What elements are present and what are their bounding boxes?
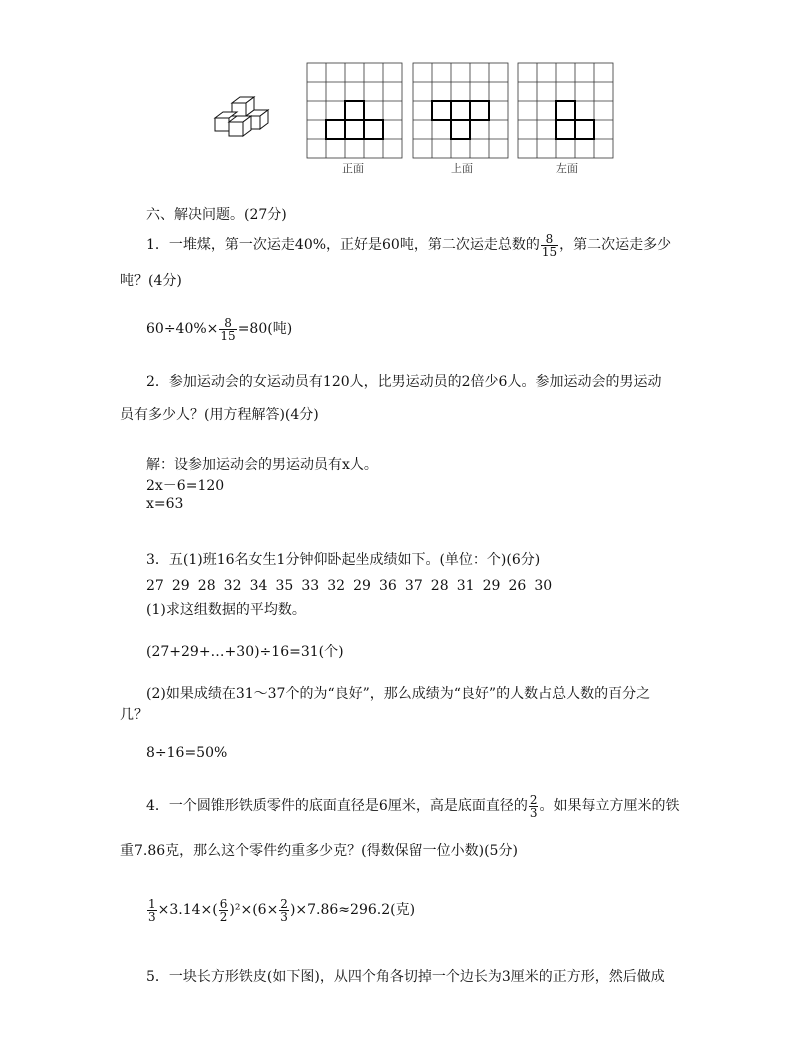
- q3-answer2: 8÷16=50%: [146, 745, 228, 761]
- q3-answer1: (27+29+…+30)÷16=31(个): [146, 644, 344, 660]
- q4-line2: 重7.86克，那么这个零件约重多少克？(得数保留一位小数)(5分): [120, 843, 518, 859]
- q4-answer: $\frac{1}{3}$ ×3.14×( $\frac{6}{2}$ )²×(6× $\frac{2}{3}$ )×7.86≈296.2(克): [148, 896, 416, 924]
- q1-text-b: ，第二次运走多少: [559, 237, 672, 253]
- q1-fraction: $\frac{8}{15}$: [541, 231, 558, 259]
- q5-line1: 5．一块长方形铁皮(如下图)，从四个角各切掉一个边长为3厘米的正方形，然后做成: [146, 969, 665, 985]
- q2-answer-line3: x=63: [146, 496, 184, 512]
- q3-sub2-line1: (2)如果成绩在31～37个的为“良好”，那么成绩为“良好”的人数占总人数的百分之: [146, 686, 651, 702]
- q3-scores: 27 29 28 32 34 35 33 32 29 36 37 28 31 29 26 30: [146, 578, 553, 594]
- top-view-label: 上面: [451, 162, 473, 175]
- q2-answer-line1: 解：设参加运动会的男运动员有x人。: [146, 457, 378, 473]
- left-view-label: 左面: [556, 162, 578, 175]
- section-title: 六、解决问题。(27分): [146, 207, 287, 223]
- q3-sub1: (1)求这组数据的平均数。: [146, 602, 306, 618]
- q3-sub2-line2: 几？: [120, 707, 148, 723]
- q2-line2: 员有多少人？(用方程解答)(4分): [120, 407, 319, 423]
- front-view-label: 正面: [342, 162, 364, 175]
- q1-answer: 60÷40%× $\frac{8}{15}$ =80(吨): [146, 315, 293, 343]
- front-view-grid: [306, 62, 404, 159]
- left-view-grid: [517, 62, 615, 159]
- q2-line1: 2．参加运动会的女运动员有120人，比男运动员的2倍少6人。参加运动会的男运动: [146, 374, 662, 390]
- q4-fraction: $\frac{2}{3}$: [529, 792, 538, 820]
- q1-answer-fraction: $\frac{8}{15}$: [220, 315, 236, 343]
- q3-line1: 3．五(1)班16名女生1分钟仰卧起坐成绩如下。(单位：个)(6分): [146, 552, 541, 568]
- q1-text-a: 1．一堆煤，第一次运走40%，正好是60吨，第二次运走总数的: [146, 237, 540, 253]
- q1-line1: [146, 228, 671, 262]
- cube-stack-figure: [210, 94, 272, 144]
- q2-answer-line2: 2x－6=120: [146, 478, 225, 494]
- q4-line1: 4．一个圆锥形铁质零件的底面直径是6厘米，高是底面直径的 $\frac{2}{3}$ 。如果每立方厘米的铁: [146, 792, 680, 820]
- top-view-grid: [412, 62, 510, 159]
- q1-line2: 吨？(4分): [120, 273, 182, 289]
